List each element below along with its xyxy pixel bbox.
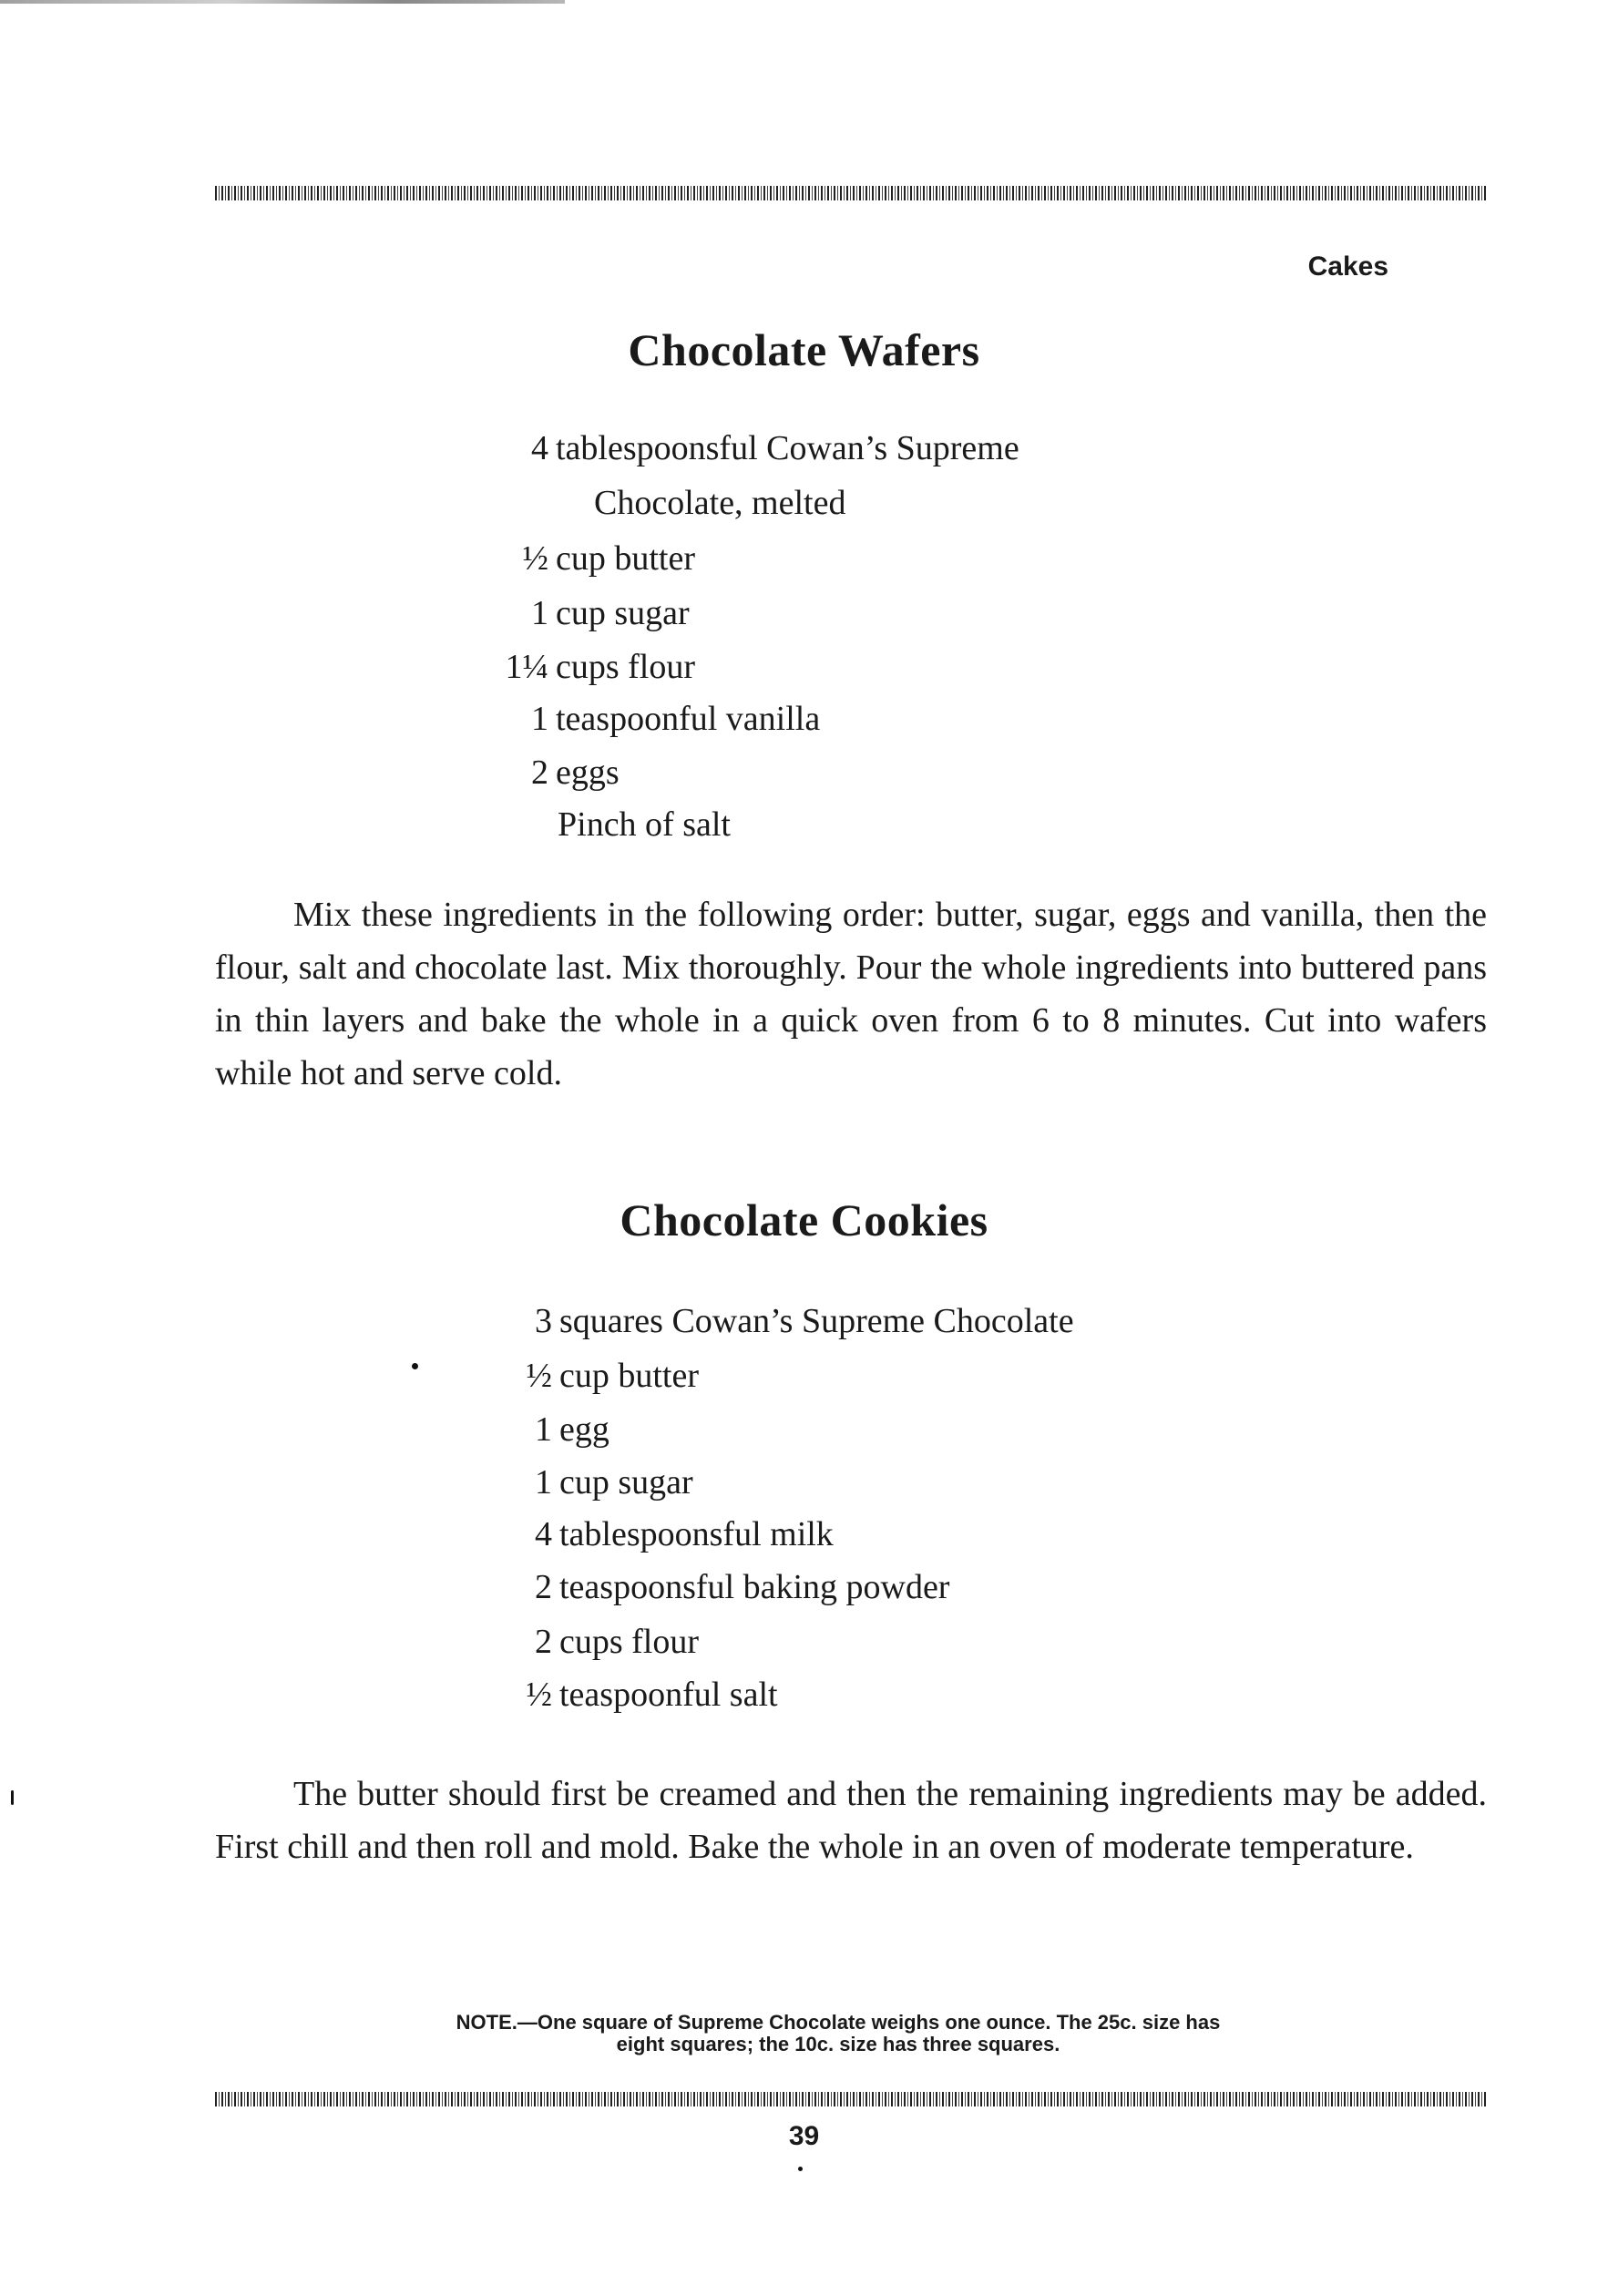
ink-speck xyxy=(798,2167,803,2171)
ingredient-text: squares Cowan’s Supreme Chocolate xyxy=(559,1302,1074,1340)
footnote-line-1: NOTE.—One square of Supreme Chocolate weighs one ounce. The 25c. size has xyxy=(456,2011,1221,2034)
ingredient-item xyxy=(531,593,690,633)
ingredient-text: Pinch of salt xyxy=(558,805,731,844)
ingredient-qty: ½ xyxy=(526,1357,552,1395)
ingredient-item xyxy=(535,1622,700,1662)
recipe-title-chocolate-wafers: Chocolate Wafers xyxy=(628,324,980,375)
bottom-ornamental-rule xyxy=(215,2092,1487,2106)
ingredient-qty: ½ xyxy=(522,539,548,578)
ingredient-qty: 1¼ xyxy=(505,648,548,686)
ingredient-qty: 1 xyxy=(535,1410,552,1449)
ingredient-qty: 2 xyxy=(535,1568,552,1606)
ingredient-item xyxy=(558,805,731,845)
ingredient-text: cup sugar xyxy=(556,594,690,632)
ingredient-text: cup sugar xyxy=(559,1463,693,1502)
ink-speck xyxy=(412,1363,418,1369)
ingredient-item xyxy=(535,1462,693,1502)
ingredient-item xyxy=(535,1409,609,1450)
ingredient-text: teaspoonful vanilla xyxy=(556,700,821,738)
footnote xyxy=(273,2012,1403,2055)
ingredient-item xyxy=(505,647,696,687)
ingredient-qty: 1 xyxy=(531,594,548,632)
ingredient-qty: 4 xyxy=(531,429,548,467)
ingredient-qty: 2 xyxy=(531,753,548,792)
ingredient-item xyxy=(531,428,1019,468)
ingredient-text: cups flour xyxy=(559,1623,700,1661)
ingredient-text: cup butter xyxy=(559,1357,700,1395)
ingredient-item xyxy=(535,1301,1074,1341)
method-paragraph-wafers: Mix these ingredients in the following order: butter, sugar, eggs and vanilla, then the flour, salt and chocolate last. Mix thoroughly. Pour the whole ingredients into buttered pans in thin layers and bake the whole in a quick oven from 6 to 8 minutes. Cut into wafers while hot and serve cold. xyxy=(215,896,1487,1092)
ingredient-item xyxy=(594,483,845,523)
recipe-title-chocolate-cookies: Chocolate Cookies xyxy=(620,1194,988,1245)
ingredient-text: Chocolate, melted xyxy=(594,484,846,522)
ink-speck xyxy=(11,1790,14,1805)
ingredient-qty: 1 xyxy=(531,700,548,738)
method-paragraph-cookies: The butter should first be creamed and then the remaining ingredients may be added. First chill and then roll and mold. Bake the whole in an oven of moderate temperature. xyxy=(215,1775,1487,1866)
scan-edge-artifact xyxy=(0,0,565,4)
ingredient-text: egg xyxy=(559,1410,609,1449)
ingredient-text: cups flour xyxy=(556,648,696,686)
ingredient-item xyxy=(535,1514,834,1554)
ingredient-item xyxy=(526,1675,778,1715)
ingredient-text: cup butter xyxy=(556,539,696,578)
ingredient-item xyxy=(531,699,821,739)
ingredient-qty: ½ xyxy=(526,1676,552,1714)
ingredient-qty: 1 xyxy=(535,1463,552,1502)
ingredient-text: tablespoonsful Cowan’s Supreme xyxy=(556,429,1019,467)
ingredient-text: teaspoonsful baking powder xyxy=(559,1568,950,1606)
page-number: 39 xyxy=(788,2121,820,2151)
ingredient-item xyxy=(526,1356,700,1396)
ingredient-qty: 3 xyxy=(535,1302,552,1340)
ingredient-item xyxy=(531,753,620,793)
ingredient-item xyxy=(535,1567,950,1607)
ingredient-text: eggs xyxy=(556,753,620,792)
ingredient-item xyxy=(522,538,696,579)
ingredient-qty: 4 xyxy=(535,1515,552,1553)
ingredient-text: teaspoonful salt xyxy=(559,1676,778,1714)
top-ornamental-rule xyxy=(215,186,1487,200)
ingredient-qty: 2 xyxy=(535,1623,552,1661)
ingredient-text: tablespoonsful milk xyxy=(559,1515,834,1553)
section-label: Cakes xyxy=(1307,251,1388,282)
footnote-line-2: eight squares; the 10c. size has three squares. xyxy=(616,2033,1060,2055)
